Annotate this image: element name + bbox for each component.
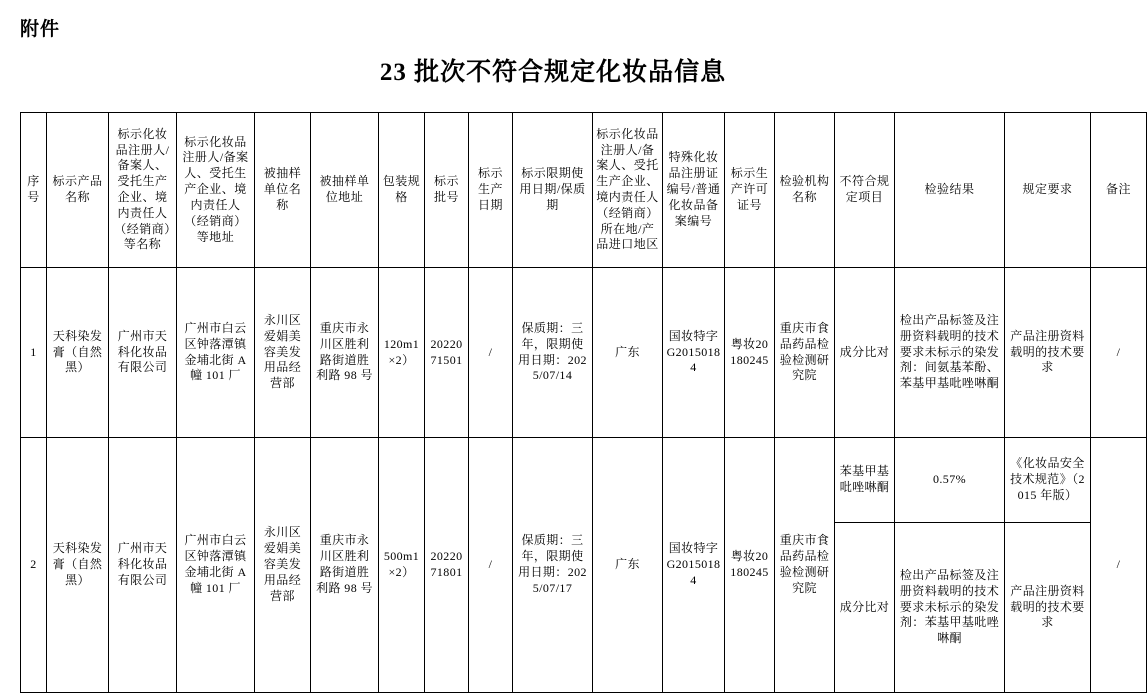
cell-package-spec: 500m1×2） — [379, 438, 425, 693]
cell-index: 1 — [21, 268, 47, 438]
cell-batch-no: 2022071801 — [425, 438, 469, 693]
cell-nonconforming-item: 成分比对 — [835, 268, 895, 438]
cell-sampled-unit-address: 重庆市永川区胜利路街道胜利路 98 号 — [311, 268, 379, 438]
table-body — [21, 268, 1147, 693]
cell-remark: / — [1091, 438, 1147, 693]
col-header-sampled-unit-address: 被抽样单位地址 — [311, 113, 379, 268]
cell-registrant-address: 广州市白云区钟落潭镇金埔北街 A 幢 101 厂 — [177, 438, 255, 693]
cell-production-date: / — [469, 438, 513, 693]
page-title: 23 批次不符合规定化妆品信息 — [379, 59, 727, 86]
cell-license-no: 粤妆20180245 — [725, 438, 775, 693]
cell-requirement: 《化妆品安全技术规范》（2015 年版） — [1005, 438, 1091, 523]
col-header-nonconforming-item: 不符合规定项目 — [835, 113, 895, 268]
cell-remark: / — [1091, 268, 1147, 438]
cell-test-result: 0.57% — [895, 438, 1005, 523]
cell-product-name: 天科染发膏（自然黑） — [47, 438, 109, 693]
cell-sampled-unit-name: 永川区爱娟美容美发用品经营部 — [255, 268, 311, 438]
cell-requirement: 产品注册资料载明的技术要求 — [1005, 268, 1091, 438]
cell-requirement: 产品注册资料载明的技术要求 — [1005, 523, 1091, 693]
col-header-registration-no: 特殊化妆品注册证编号/普通化妆品备案编号 — [663, 113, 725, 268]
col-header-test-result: 检验结果 — [895, 113, 1005, 268]
col-header-requirement: 规定要求 — [1005, 113, 1091, 268]
cell-expiry: 保质期：三年，限期使用日期：2025/07/17 — [513, 438, 593, 693]
cell-nonconforming-item: 苯基甲基吡唑啉酮 — [835, 438, 895, 523]
cell-test-result: 检出产品标签及注册资料载明的技术要求未标示的染发剂：间氨基苯酚、苯基甲基吡唑啉酮 — [895, 268, 1005, 438]
col-header-registrant-address: 标示化妆品注册人/备案人、受托生产企业、境内责任人（经销商）等地址 — [177, 113, 255, 268]
cell-region: 广东 — [593, 268, 663, 438]
cell-nonconforming-item: 成分比对 — [835, 523, 895, 693]
cell-registrant-name: 广州市天科化妆品有限公司 — [109, 438, 177, 693]
table-header — [21, 113, 1147, 268]
col-header-batch-no: 标示批号 — [425, 113, 469, 268]
nonconforming-cosmetics-table-wrapper — [20, 112, 1131, 693]
cell-sampled-unit-address: 重庆市永川区胜利路街道胜利路 98 号 — [311, 438, 379, 693]
cell-production-date: / — [469, 268, 513, 438]
cell-registration-no: 国妆特字 G20150184 — [663, 268, 725, 438]
col-header-license-no: 标示生产许可证号 — [725, 113, 775, 268]
cell-expiry: 保质期：三年，限期使用日期：2025/07/14 — [513, 268, 593, 438]
col-header-region: 标示化妆品注册人/备案人、受托生产企业、境内责任人（经销商）所在地/产品进口地区 — [593, 113, 663, 268]
cell-license-no: 粤妆20180245 — [725, 268, 775, 438]
col-header-remark: 备注 — [1091, 113, 1147, 268]
cell-institution: 重庆市食品药品检验检测研究院 — [775, 268, 835, 438]
attachment-label: 附件 — [20, 19, 61, 40]
table-header-row — [21, 113, 1147, 268]
cell-registrant-name: 广州市天科化妆品有限公司 — [109, 268, 177, 438]
table-row — [21, 268, 1147, 438]
cell-test-result: 检出产品标签及注册资料载明的技术要求未标示的染发剂：苯基甲基吡唑啉酮 — [895, 523, 1005, 693]
col-header-expiry: 标示限期使用日期/保质期 — [513, 113, 593, 268]
nonconforming-cosmetics-table — [20, 112, 1147, 693]
cell-institution: 重庆市食品药品检验检测研究院 — [775, 438, 835, 693]
cell-region: 广东 — [593, 438, 663, 693]
col-header-product-name: 标示产品名称 — [47, 113, 109, 268]
cell-registration-no: 国妆特字 G20150184 — [663, 438, 725, 693]
cell-product-name: 天科染发膏（自然黑） — [47, 268, 109, 438]
cell-registrant-address: 广州市白云区钟落潭镇金埔北街 A 幢 101 厂 — [177, 268, 255, 438]
cell-index: 2 — [21, 438, 47, 693]
col-header-sampled-unit-name: 被抽样单位名称 — [255, 113, 311, 268]
col-header-index: 序号 — [21, 113, 47, 268]
col-header-package-spec: 包装规格 — [379, 113, 425, 268]
col-header-institution: 检验机构名称 — [775, 113, 835, 268]
cell-package-spec: 120m1×2） — [379, 268, 425, 438]
col-header-registrant-name: 标示化妆品注册人/备案人、受托生产企业、境内责任人（经销商）等名称 — [109, 113, 177, 268]
table-row — [21, 438, 1147, 523]
cell-batch-no: 2022071501 — [425, 268, 469, 438]
cell-sampled-unit-name: 永川区爱娟美容美发用品经营部 — [255, 438, 311, 693]
col-header-production-date: 标示生产日期 — [469, 113, 513, 268]
